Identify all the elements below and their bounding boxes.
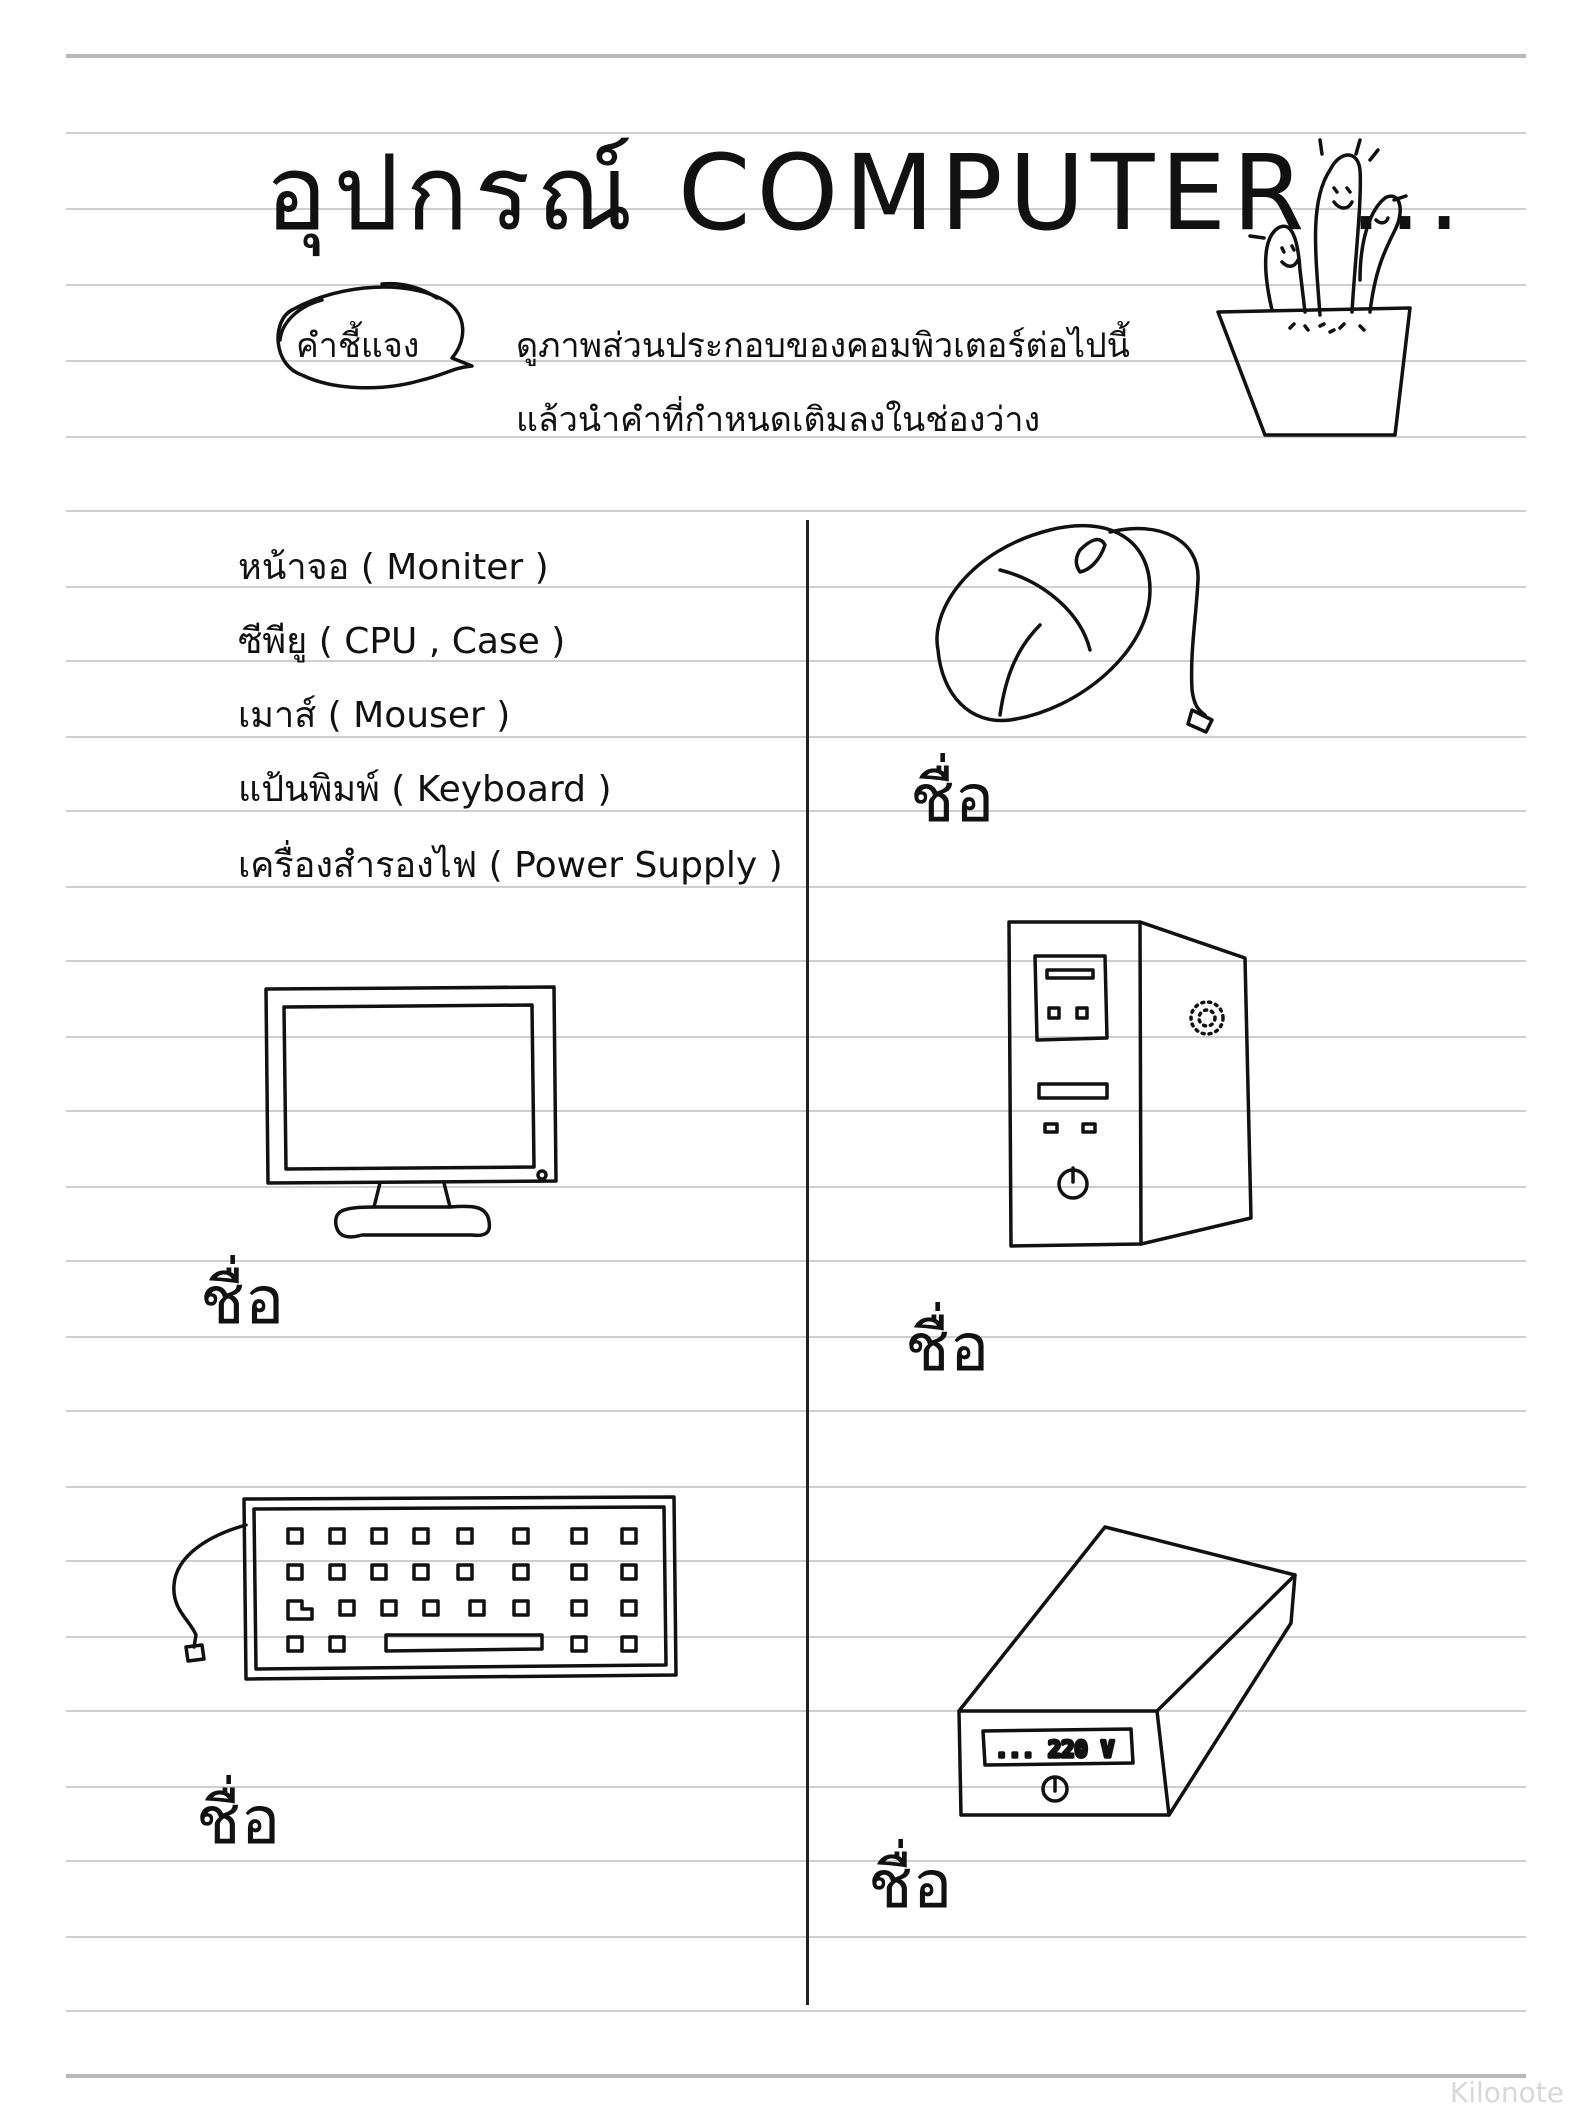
- cactus-pot-illustration: [1210, 140, 1410, 440]
- name-label-computer-case: ชื่อ: [905, 1309, 990, 1386]
- name-label-keyboard: ชื่อ: [196, 1782, 281, 1859]
- ruled-line: [66, 1260, 1526, 1262]
- term-cpu: ซีพียู ( CPU , Case ): [238, 621, 566, 662]
- ruled-line: [66, 1786, 1526, 1788]
- term-monitor: หน้าจอ ( Moniter ): [238, 547, 549, 588]
- term-power-supply: เครื่องสำรองไฟ ( Power Supply ): [238, 845, 783, 886]
- ruled-line: [66, 510, 1526, 512]
- ruled-line: [66, 2074, 1526, 2078]
- ruled-line: [66, 2010, 1526, 2012]
- column-divider: [806, 520, 809, 2005]
- name-label-monitor: ชื่อ: [200, 1262, 285, 1339]
- ruled-line: [66, 1860, 1526, 1862]
- keyboard-illustration: [170, 1495, 690, 1695]
- ruled-line: [66, 1710, 1526, 1712]
- watermark: Kilonote: [1449, 2076, 1564, 2109]
- name-label-mouse: ชื่อ: [910, 760, 995, 837]
- instruction-line-1: ดูภาพส่วนประกอบของคอมพิวเตอร์ต่อไปนี้: [516, 326, 1130, 366]
- term-mouse: เมาส์ ( Mouser ): [238, 695, 511, 736]
- instruction-line-2: แล้วนำคำที่กำหนดเติมลงในช่องว่าง: [516, 400, 1041, 440]
- instruction-label: คำชี้แจง: [296, 326, 420, 366]
- worksheet-title: อุปกรณ์ COMPUTER ...: [265, 132, 1467, 254]
- ups-display-text: ... 220 V: [995, 1738, 1115, 1763]
- ruled-line: [66, 1486, 1526, 1488]
- term-keyboard: แป้นพิมพ์ ( Keyboard ): [238, 769, 612, 810]
- computer-case-illustration: [1005, 918, 1265, 1253]
- ruled-line: [66, 54, 1526, 58]
- power-supply-illustration: [955, 1525, 1295, 1825]
- ruled-line: [66, 1410, 1526, 1412]
- name-label-power-supply: ชื่อ: [868, 1846, 953, 1923]
- monitor-illustration: [262, 985, 562, 1245]
- mouse-illustration: [930, 510, 1260, 740]
- ruled-line: [66, 960, 1526, 962]
- ruled-line: [66, 1936, 1526, 1938]
- ruled-line: [66, 1336, 1526, 1338]
